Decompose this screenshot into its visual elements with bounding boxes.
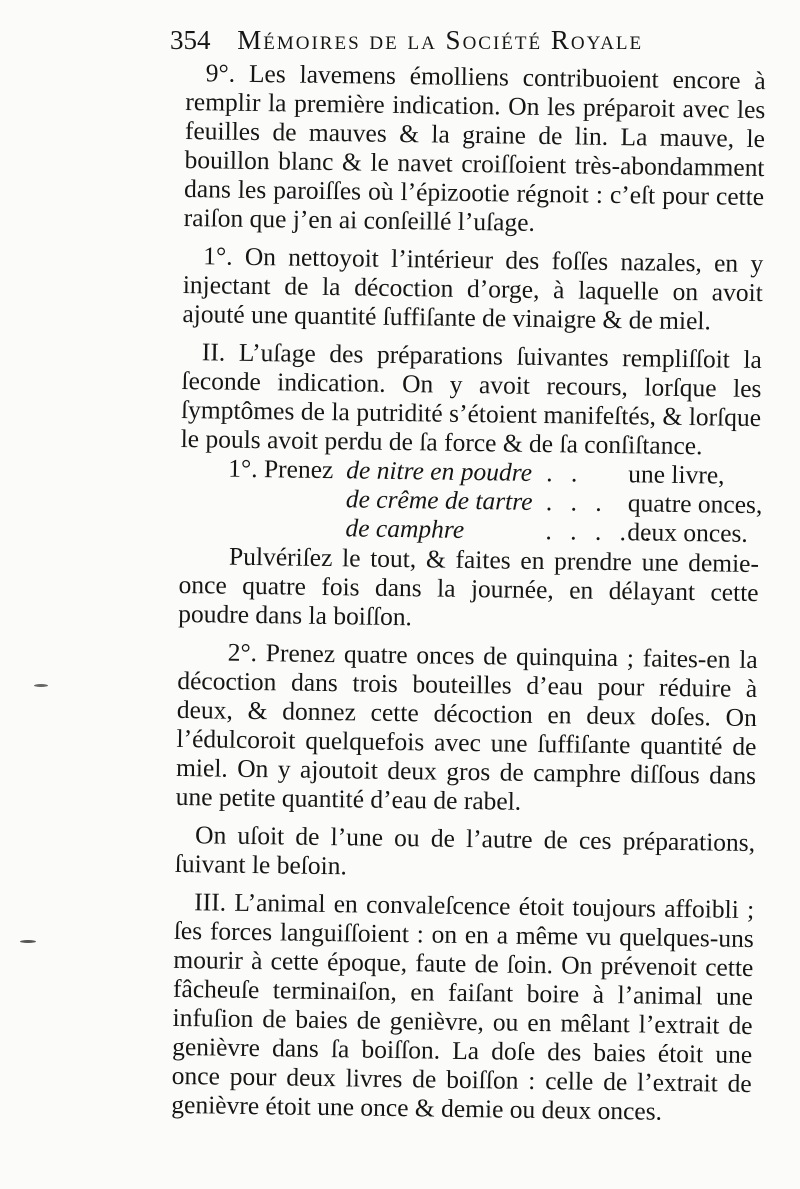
recipe-ingredient: de crême de tartre <box>345 484 533 516</box>
recipe-block <box>179 453 763 549</box>
recipe-ingredient: de nitre en poudre <box>346 455 533 487</box>
paragraph-usage: On uſoit de l’une ou de l’autre de ces préparations, ſuivant le beſoin. <box>174 820 756 881</box>
paragraph-pulverisez: Pulvériſez le tout, & faites en prendre une demie-once quatre fois dans la journée, en délayant cette poudre dans la boiſſon. <box>178 541 760 632</box>
recipe-quantity: deux onces. <box>627 517 749 548</box>
paragraph-section-II: II. L’uſage des préparations ſuivantes rempliſſoit la ſeconde indication. On y avoit recours, lorſque les ſymptômes de la putridité s’étoient manifeſtés, & lorſque le pouls avoit perdu de ſa force & de ſa conſiſtance. <box>180 337 763 461</box>
paragraph-lavemens: 9°. Les lavemens émolliens contribuoient encore à remplir la première indication. On les préparoit avec les feuilles de mauves & la graine de lin. La mauve, le bouillon blanc & le navet croiſſoient très-abondamment dans les paroiſſes où l’épizootie régnoit : c’eſt pour cette raiſon que j’en ai conſeillé l’uſage. <box>183 58 766 237</box>
recipe-quantity: quatre onces, <box>627 488 763 520</box>
ink-stain <box>34 684 48 687</box>
paragraph-section-III: III. L’animal en convaleſcence étoit toujours affoibli ; ſes forces languiſſoient : on en a même vu quelques-uns mourir à cette époque, faute de ſoin. On prévenoit cette fâcheuſe terminaiſon, en faiſant boire à l’animal une infuſion de baies de genièvre, ou en mêlant l’extrait de genièvre dans ſa boiſſon. La doſe des baies étoit une once pour deux livres de boiſſon : celle de l’extrait de genièvre étoit une once & demie ou deux onces. <box>171 887 755 1126</box>
recipe-leader-dots: . . . . . <box>545 516 658 547</box>
recipe-leader-dots: . . . <box>545 487 608 517</box>
paragraph-quinquina: 2°. Prenez quatre onces de quinquina ; faites-en la décoction dans trois bouteilles d’eau pour réduire à deux, & donnez cette décoction en deux doſes. On l’édulcoroit quelquefois avec une ſuffiſante quantité de miel. On y ajoutoit deux gros de camphre diſſous dans une petite quantité d’eau de rabel. <box>175 637 758 816</box>
recipe-quantity: une livre, <box>628 459 725 490</box>
ink-stain <box>20 940 36 943</box>
running-title: Mémoires de la Société Royale <box>237 25 644 55</box>
page-body <box>171 58 766 1127</box>
page-header <box>170 22 730 58</box>
paragraph-fosses-nazales: 1°. On nettoyoit l’intérieur des foſſes nazales, en y injectant de la décoction d’orge, à laquelle on avoit ajouté une quantité ſuffiſante de vinaigre & de miel. <box>182 241 764 336</box>
recipe-lead: 1°. Prenez <box>228 453 334 485</box>
recipe-leader-dots: . . <box>546 458 584 488</box>
recipe-ingredient: de camphre <box>345 513 465 544</box>
page-number: 354 <box>170 25 211 55</box>
